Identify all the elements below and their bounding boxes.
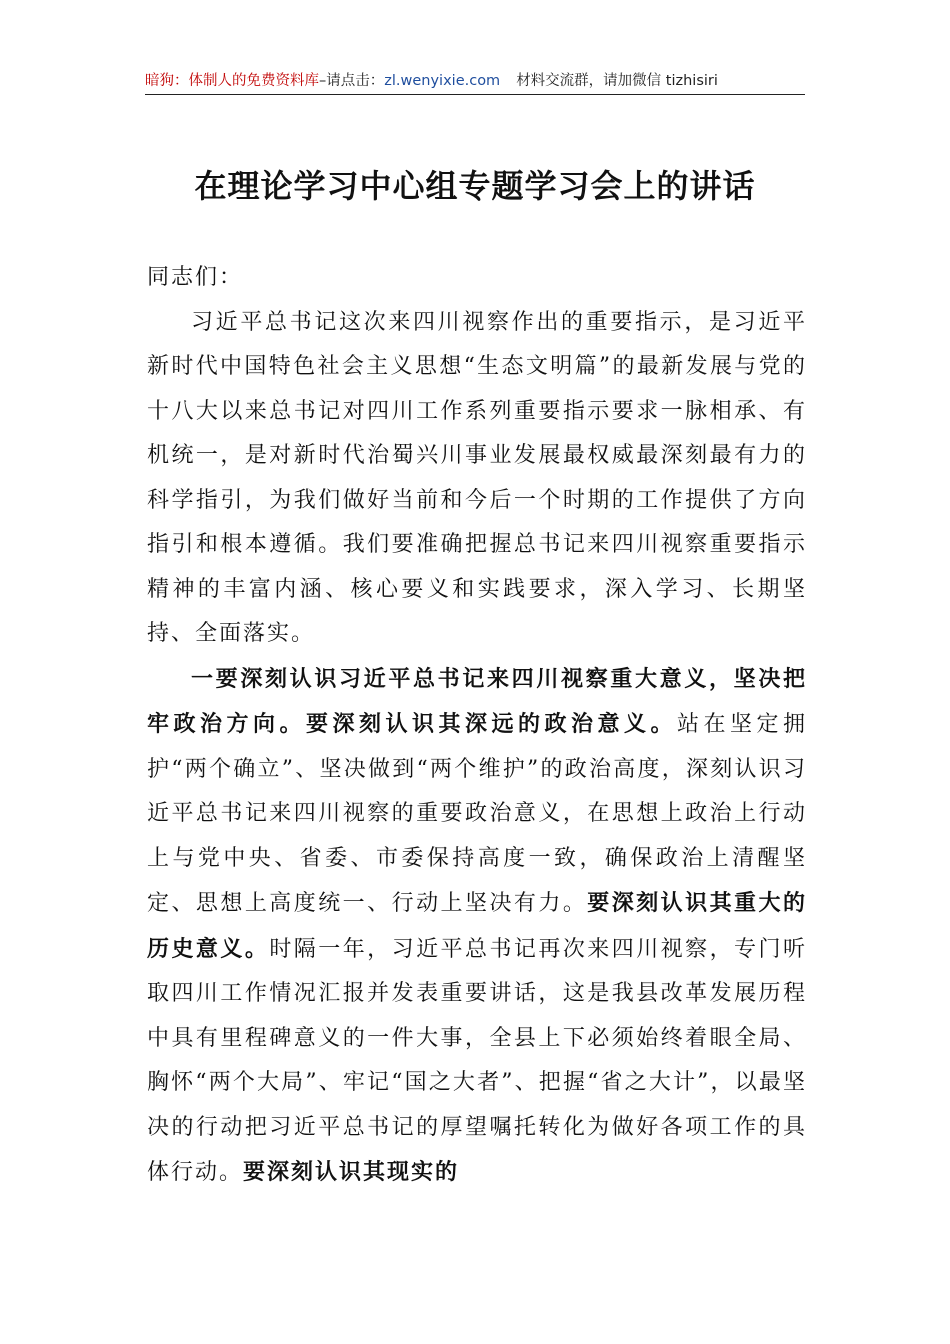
header-prompt: –请点击：: [319, 73, 385, 89]
paragraph-2-heading: 一要深刻认识习近平总书记来四川视察重大意义，坚决把牢政治方向。要深刻认识其深远的政治意义。: [147, 665, 807, 737]
salutation: 同志们：: [147, 265, 244, 290]
paragraph-2: [147, 657, 807, 1196]
header-url-link[interactable]: zl.wenyixie.com: [384, 73, 501, 89]
header-contact: 材料交流群，请加微信 tizhisiri: [516, 73, 718, 89]
paragraph-2-bold-3: 要深刻认识其现实的: [243, 1159, 460, 1185]
document-title: 在理论学习中心组专题学习会上的讲话: [194, 167, 756, 205]
paragraph-2-text-1: 站在坚定拥护“两个确立”、坚决做到“两个维护”的政治高度，深刻认识习近平总书记来四川视察的重要政治意义，在思想上政治上行动上与党中央、省委、市委保持高度一致，确保政治上清醒坚定、思想上高度统一、行动上坚决有力。: [147, 712, 807, 916]
paragraph-1: 习近平总书记这次来四川视察作出的重要指示，是习近平新时代中国特色社会主义思想“生态文明篇”的最新发展与党的十八大以来总书记对四川工作系列重要指示要求一脉相承、有机统一，是对新时代治蜀兴川事业发展最权威最深刻最有力的科学指引，为我们做好当前和今后一个时期的工作提供了方向指引和根本遵循。我们要准确把握总书记来四川视察重要指示精神的丰富内涵、核心要义和实践要求，深入学习、长期坚持、全面落实。: [147, 309, 807, 646]
document-header: [145, 68, 805, 95]
header-site-name: 暗狗：体制人的免费资料库: [145, 73, 319, 89]
paragraph-2-text-2: 时隔一年，习近平总书记再次来四川视察，专门听取四川工作情况汇报并发表重要讲话，这是我县改革发展历程中具有里程碑意义的一件大事，全县上下必须始终着眼全局、胸怀“两个大局”、牢记“国之大者”、把握“省之大计”，以最坚决的行动把习近平总书记的厚望嘱托转化为做好各项工作的具体行动。: [147, 936, 807, 1185]
document-body: [147, 256, 807, 1196]
paragraph-2-bold-2: 要深刻认识其重大的历史意义。: [147, 890, 807, 962]
